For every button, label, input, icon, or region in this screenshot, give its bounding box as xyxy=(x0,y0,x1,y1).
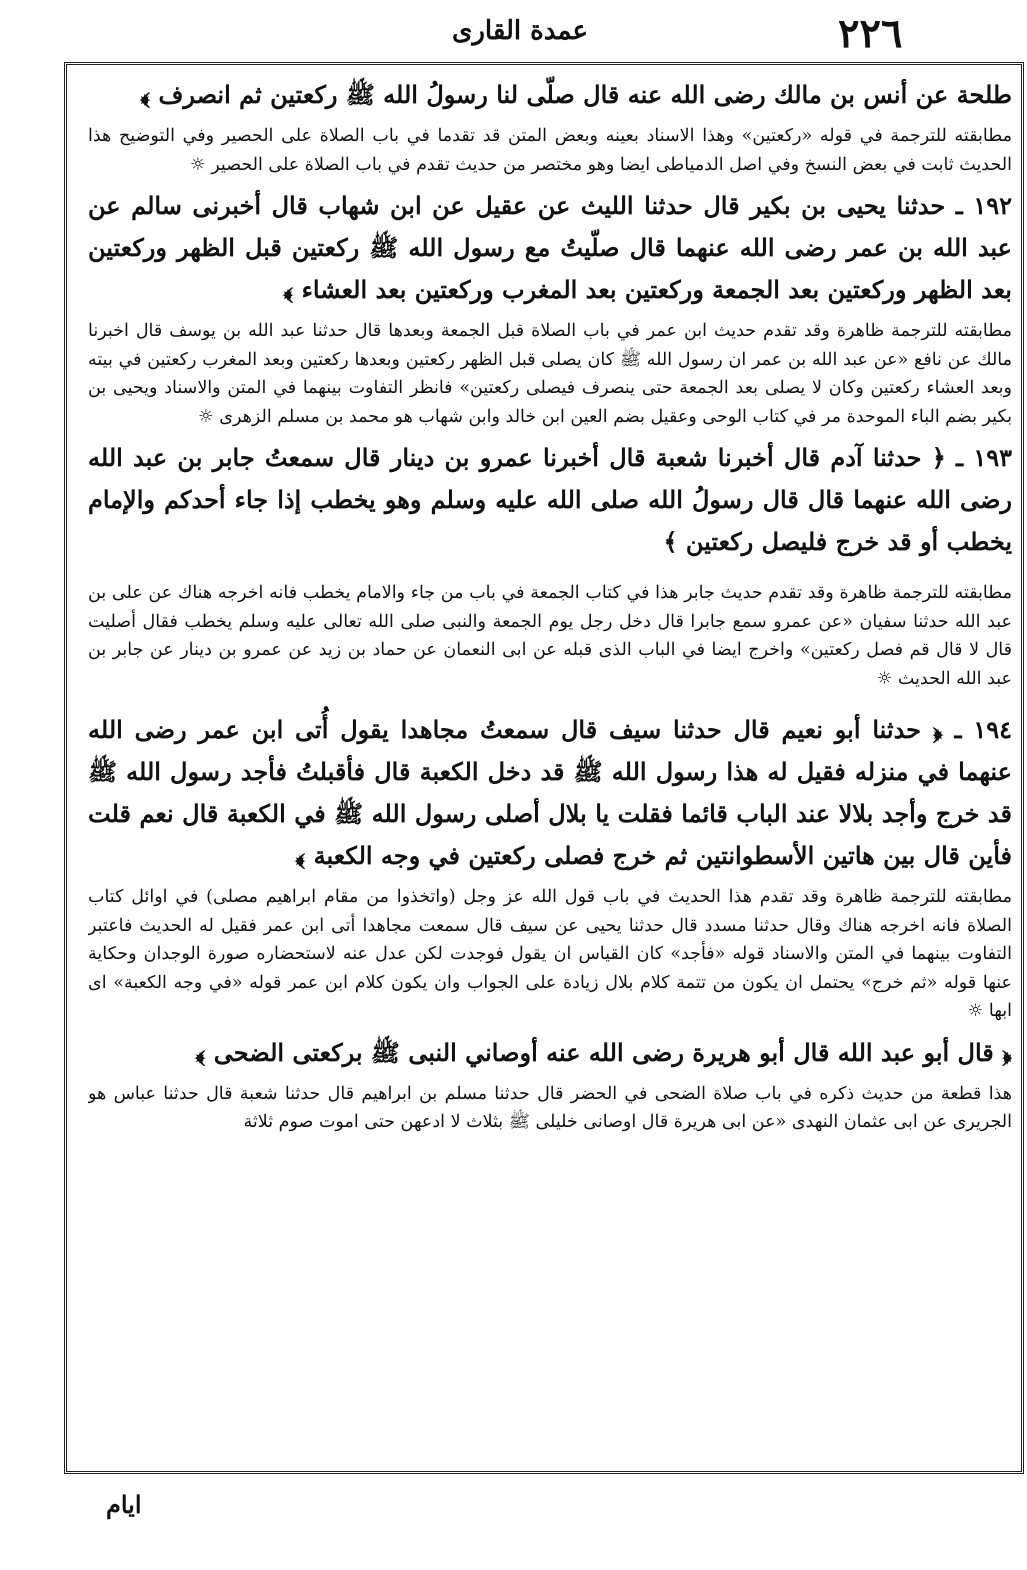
page-number: ٢٢٦ xyxy=(838,10,903,57)
commentary-duha: هذا قطعة من حديث ذكره في باب صلاة الضحى في الحضر قال حدثنا مسلم بن ابراهيم قال حدثنا شعبة قال حدثنا عباس هو الجريرى عن ابى عثمان النهدى «عن ابى هريرة قال اوصانى خليلى ﷺ بثلاث لا ادعهن حتى اموت صوم ثلاثة xyxy=(88,1083,1012,1132)
running-title: عمدة القارى xyxy=(452,16,588,46)
catchword: ايام xyxy=(106,1490,142,1519)
commentary-192: مطابقته للترجمة ظاهرة وقد تقدم حديث ابن عمر في باب الصلاة قبل الجمعة وبعدها قال حدثنا عبد الله بن يوسف قال اخبرنا مالك عن نافع «عن عبد الله بن عمر ان رسول الله ﷺ كان يصلى قبل الظهر ركعتين وبعدها ركعتين وبعد المغرب ركعتين في بيته وبعد العشاء ركعتين وكان لا يصلى بعد الجمعة حتى ينصرف فيصلى ركعتين» فانظر التفاوت بينهما في المتن والاسناد ويحيى بن بكير بضم الباء الموحدة مر في كتاب الوحى وعقيل بضم العين ابن خالد وابن شهاب هو محمد بن مسلم الزهرى ☼ xyxy=(88,321,1012,427)
commentary-1: مطابقته للترجمة في قوله «ركعتين» وهذا الاسناد بعينه وبعض المتن قد تقدما في باب الصلاة على الحصير وفي التوضيح هذا الحديث ثابت في بعض النسخ وفي اصل الدمياطى ايضا وهو مختصر من حديث تقدم في باب الصلاة على الحصير ☼ xyxy=(88,126,1012,175)
hadith-192: ١٩٢ ـ حدثنا يحيى بن بكير قال حدثنا الليث عن عقيل عن ابن شهاب قال أخبرنى سالم عن عبد الله بن عمر رضى الله عنهما قال صلّيتُ مع رسول الله ﷺ ركعتين قبل الظهر وركعتين بعد الظهر وركعتين بعد الجمعة وركعتين بعد المغرب وركعتين بعد العشاء ﴾ xyxy=(88,191,1012,304)
page-header xyxy=(0,0,1027,57)
main-text xyxy=(88,74,1012,1474)
hadith-194: ١٩٤ ـ ﴿ حدثنا أبو نعيم قال حدثنا سيف قال سمعتُ مجاهدا يقول أُتى ابن عمر رضى الله عنهما في منزله فقيل له هذا رسول الله ﷺ قد دخل الكعبة قال فأقبلتُ فأجد رسول الله ﷺ قد خرج وأجد بلالا عند الباب قائما فقلت يا بلال أصلى رسول الله ﷺ في الكعبة قال نعم قلت فأين قال بين هاتين الأسطوانتين ثم خرج فصلى ركعتين في وجه الكعبة ﴾ xyxy=(88,715,1012,870)
hadith-193: ١٩٣ ـ ﴿ حدثنا آدم قال أخبرنا شعبة قال أخبرنا عمرو بن دينار قال سمعتُ جابر بن عبد الله رضى الله عنهما قال قال رسولُ الله صلى الله عليه وسلم وهو يخطب إذا جاء أحدكم والإمام يخطب أو قد خرج فليصل ركعتين ﴾ xyxy=(88,443,1012,556)
hadith-text-1: طلحة عن أنس بن مالك رضى الله عنه قال صلّى لنا رسولُ الله ﷺ ركعتين ثم انصرف ﴾ xyxy=(140,80,1012,109)
hadith-abu-abdullah: ﴿ قال أبو عبد الله قال أبو هريرة رضى الله عنه أوصاني النبى ﷺ بركعتى الضحى ﴾ xyxy=(195,1037,1012,1067)
commentary-193: مطابقته للترجمة ظاهرة وقد تقدم حديث جابر هذا في كتاب الجمعة في باب من جاء والامام يخطب فانه اخرجه هناك عن على بن عبد الله حدثنا سفيان «عن عمرو سمع جابرا قال دخل رجل يوم الجمعة والنبى صلى الله تعالى عليه وسلم يخطب فقال أصليت قال لا قال قم فصل ركعتين» واخرج ايضا في الباب الذى قبله عن ابى النعمان عن حماد بن زيد عن عمرو بن دينار عن جابر بن عبد الله الحديث ☼ xyxy=(88,583,1012,689)
commentary-194: مطابقته للترجمة ظاهرة وقد تقدم هذا الحديث في باب قول الله عز وجل (واتخذوا من مقام ابراهيم مصلى) في اوائل كتاب الصلاة فانه اخرجه هناك وقال حدثنا مسدد قال حدثنا يحيى عن سيف قال سمعت مجاهدا أتى ابن عمر فقيل له الحديث فاعتبر التفاوت بينهما في المتن والاسناد قوله «فأجد» كان القياس ان يقول فوجدت لكن عدل عنه لاستحضاره صورة الوجدان وحكاية عنها قوله «ثم خرج» يحتمل ان يكون من تتمة كلام بلال زيادة على الجواب وان يكون كلام ابن عمر قوله «في وجه الكعبة» اى ابها ☼ xyxy=(88,887,1012,1021)
